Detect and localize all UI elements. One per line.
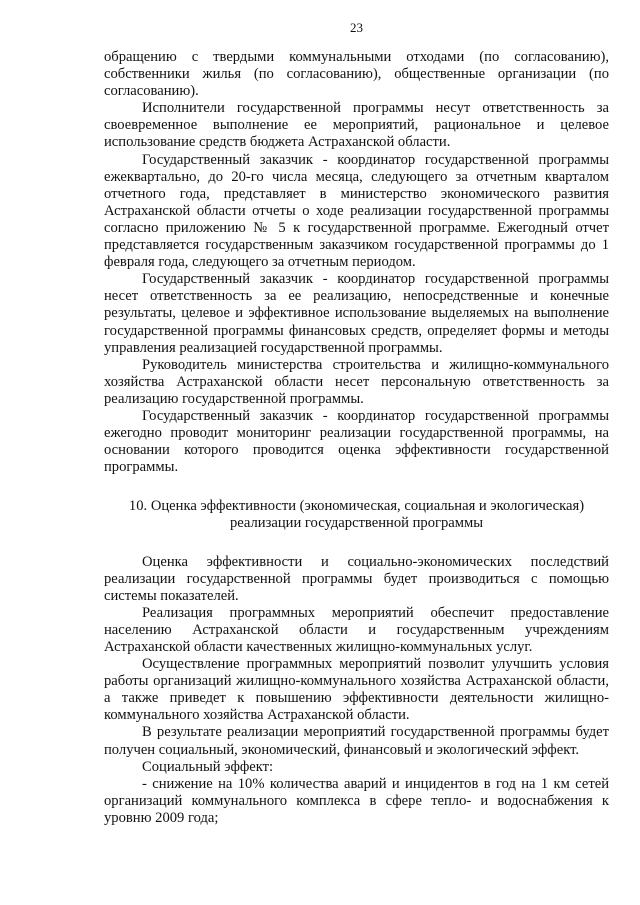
paragraph-quarterly-reports: Государственный заказчик - координатор государственной программы ежеквартально, до 20-го числа месяца, следующего за отчетным кварталом отчетного года, представляет в министерство экономического развития Астраханской области отчеты о ходе реализации государственной программы согласно приложению № 5 к государственной программе. Ежегодный отчет представляется государственным заказчиком государственной программы до 1 февраля года, следующего за отчетным периодом. (104, 151, 609, 271)
paragraph-coordinator-responsibility: Государственный заказчик - координатор государственной программы несет ответственность за ее реализацию, непосредственные и конечные результаты, целевое и эффективное использование выделяемых на выполнение государственной программы финансовых средств, определяет формы и методы управления реализацией государственной программы. (104, 271, 609, 356)
page-number: 23 (350, 20, 363, 35)
paragraph-implementation: Реализация программных мероприятий обеспечит предоставление населению Астраханской области и государственным учреждениям Астраханской области качественных жилищно-коммунальных услуг. (104, 604, 609, 655)
paragraph-evaluation: Оценка эффективности и социально-экономических последствий реализации государственной программы будет производиться с помощью системы показателей. (104, 553, 609, 604)
paragraph-executors-responsibility: Исполнители государственной программы несут ответственность за своевременное выполнение ее мероприятий, рациональное и целевое использование средств бюджета Астраханской области. (104, 100, 609, 151)
section-heading: 10. Оценка эффективности (экономическая, социальная и экологическая) реализации государственной программы (128, 498, 585, 532)
paragraph-minister-responsibility: Руководитель министерства строительства и жилищно-коммунального хозяйства Астраханской области несет персональную ответственность за реализацию государственной программы. (104, 356, 609, 407)
paragraph-improvement: Осуществление программных мероприятий позволит улучшить условия работы организаций жилищно-коммунального хозяйства Астраханской области, а также приведет к повышению эффективности деятельности жилищно-коммунального хозяйства Астраханской области. (104, 656, 609, 724)
paragraph-continuation: обращению с твердыми коммунальными отходами (по согласованию), собственники жилья (по согласованию), общественные организации (по согласованию). (104, 49, 609, 100)
paragraph-monitoring: Государственный заказчик - координатор государственной программы ежегодно проводит мониторинг реализации государственной программы, на основании которого проводится оценка эффективности государственной программы. (104, 407, 609, 476)
paragraph-social-effect-label: Социальный эффект: (142, 758, 274, 775)
document-page (104, 20, 609, 827)
paragraph-effects: В результате реализации мероприятий государственной программы будет получен социальный, экономический, финансовый и экологический эффект. (104, 724, 609, 758)
paragraph-social-effect-item: - снижение на 10% количества аварий и инцидентов в год на 1 км сетей организаций коммунального комплекса в сфере тепло- и водоснабжения к уровню 2009 года; (104, 775, 609, 826)
